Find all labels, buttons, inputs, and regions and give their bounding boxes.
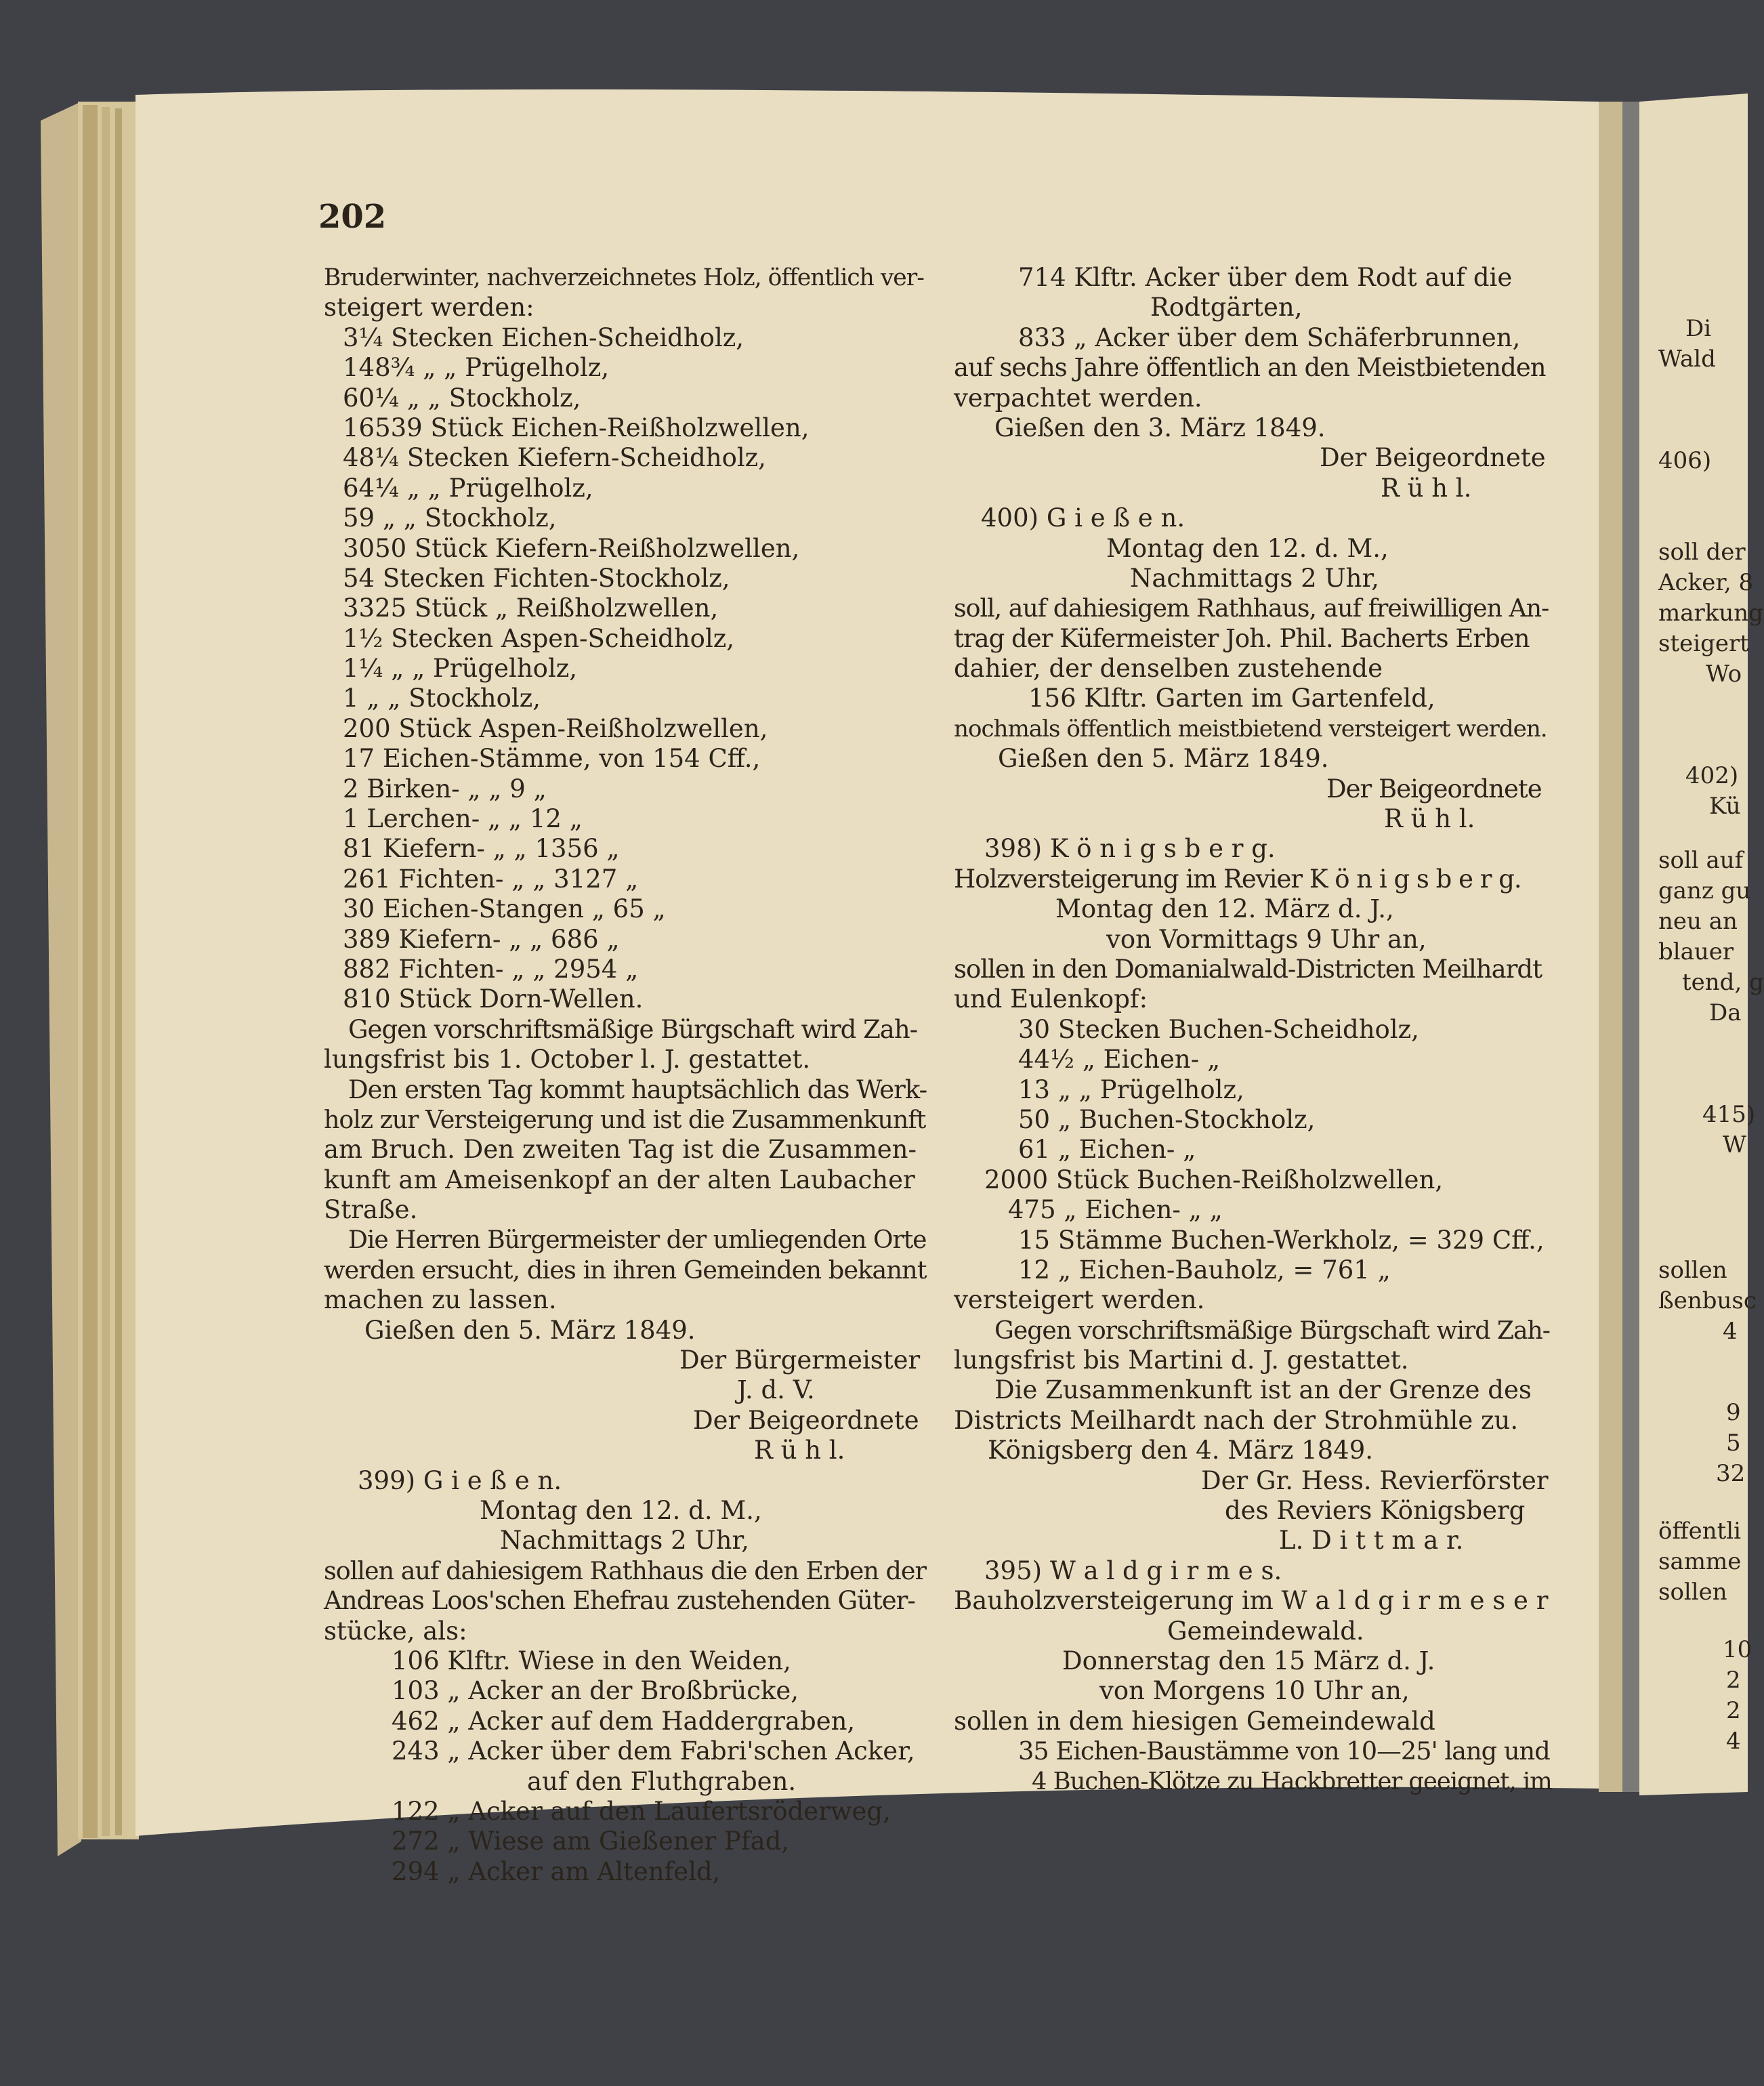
- text-line: auf sechs Jahre öffentlich an den Meistbietenden: [954, 353, 1546, 383]
- page-number: 202: [318, 198, 387, 236]
- signature-line: des Reviers Königsberg: [1225, 1496, 1526, 1526]
- text-line: Gegen vorschriftsmäßige Bürgschaft wird Zah-: [348, 1014, 918, 1044]
- inventory-line: 30 Stecken Buchen-Scheidholz,: [1018, 1014, 1419, 1044]
- parcel-line: 294 „ Acker am Altenfeld,: [392, 1856, 721, 1886]
- signature-line: Der Beigeordnete: [1320, 443, 1546, 473]
- date-line: Gießen den 5. März 1849.: [364, 1315, 696, 1345]
- text-line: Districts Meilhardt nach der Strohmühle zu.: [954, 1405, 1519, 1435]
- edge-fragment: sollen: [1658, 1257, 1727, 1284]
- text-line: holz zur Versteigerung und ist die Zusammenkunft: [324, 1104, 926, 1134]
- notice-subheading: Gemeindewald.: [1167, 1616, 1364, 1646]
- edge-fragment: 406): [1658, 447, 1712, 474]
- edge-fragment: Da: [1709, 999, 1742, 1026]
- text-line: sollen auf dahiesigem Rathhaus die den Erben der: [324, 1556, 926, 1585]
- edge-fragment: 9: [1726, 1399, 1741, 1426]
- inventory-line: 475 „ Eichen- „ „: [1008, 1195, 1223, 1225]
- inventory-line: 882 Fichten- „ „ 2954 „: [343, 954, 639, 984]
- date-line: Gießen den 5. März 1849.: [998, 744, 1329, 774]
- parcel-line: 156 Klftr. Garten im Gartenfeld,: [1028, 684, 1435, 713]
- inventory-line: 148¾ „ „ Prügelholz,: [343, 353, 610, 383]
- edge-fragment: tend, g: [1682, 969, 1764, 996]
- text-line: werden ersucht, dies in ihren Gemeinden bekannt: [324, 1255, 927, 1285]
- edge-fragment: markung: [1658, 600, 1763, 627]
- signature-line: J. d. V.: [737, 1375, 815, 1405]
- facing-page-edge: [1658, 291, 1764, 1755]
- signature-line: Der Bürgermeister: [679, 1346, 921, 1375]
- inventory-line: 3¼ Stecken Eichen-Scheidholz,: [343, 322, 744, 352]
- inventory-line: 1 Lerchen- „ „ 12 „: [343, 804, 583, 834]
- edge-fragment: W: [1723, 1131, 1746, 1159]
- signature-line: L. D i t t m a r.: [1279, 1526, 1464, 1556]
- inventory-line: 64¼ „ „ Prügelholz,: [343, 473, 593, 503]
- inventory-line: 1¼ „ „ Prügelholz,: [343, 654, 578, 684]
- text-line: Donnerstag den 15 März d. J.: [1062, 1646, 1435, 1675]
- text-line: verpachtet werden.: [954, 383, 1202, 413]
- parcel-line: auf den Fluthgraben.: [527, 1766, 797, 1796]
- edge-fragment: 4: [1726, 1728, 1741, 1755]
- parcel-line: 272 „ Wiese am Gießener Pfad,: [392, 1827, 790, 1856]
- notice-heading: 400) G i e ß e n.: [981, 503, 1185, 533]
- inventory-line: 16539 Stück Eichen-Reißholzwellen,: [343, 413, 810, 442]
- edge-fragment: steigert: [1658, 630, 1749, 657]
- edge-fragment: ganz gu: [1658, 877, 1751, 904]
- text-line: Montag den 12. d. M.,: [480, 1496, 762, 1526]
- text-line: stücke, als:: [324, 1616, 467, 1646]
- inventory-line: 1 „ „ Stockholz,: [343, 684, 541, 713]
- edge-fragment: 2: [1726, 1697, 1741, 1724]
- inventory-line: 389 Kiefern- „ „ 686 „: [343, 924, 620, 954]
- signature-line: R ü h l.: [1384, 804, 1475, 834]
- parcel-line: Rodtgärten,: [1150, 293, 1303, 322]
- text-line: Die Herren Bürgermeister der umliegenden Orte: [348, 1226, 927, 1254]
- date-line: Gießen den 3. März 1849.: [994, 413, 1326, 442]
- edge-fragment: 415): [1702, 1101, 1756, 1128]
- inventory-line: 3050 Stück Kiefern-Reißholzwellen,: [343, 533, 800, 563]
- inventory-line: 2000 Stück Buchen-Reißholzwellen,: [984, 1165, 1444, 1194]
- inventory-line: 61 „ Eichen- „: [1018, 1135, 1196, 1165]
- text-line: soll, auf dahiesigem Rathhaus, auf freiwilligen An-: [954, 593, 1549, 623]
- inventory-line: 30 Eichen-Stangen „ 65 „: [343, 894, 666, 924]
- inventory-line: 44½ „ Eichen- „: [1018, 1045, 1221, 1075]
- inventory-line: 60¼ „ „ Stockholz,: [343, 383, 581, 413]
- signature-line: R ü h l.: [754, 1436, 845, 1465]
- parcel-line: 103 „ Acker an der Broßbrücke,: [392, 1676, 799, 1706]
- notice-heading: 399) G i e ß e n.: [358, 1465, 562, 1495]
- text-line: von Morgens 10 Uhr an,: [1099, 1676, 1410, 1706]
- text-line: Den ersten Tag kommt hauptsächlich das Werk-: [348, 1075, 927, 1104]
- inventory-line: 3325 Stück „ Reißholzwellen,: [343, 593, 719, 623]
- parcel-line: 462 „ Acker auf dem Haddergraben,: [392, 1706, 856, 1736]
- text-line: lungsfrist bis Martini d. J. gestattet.: [954, 1346, 1409, 1375]
- edge-fragment: blauer: [1658, 938, 1734, 965]
- parcel-line: 122 „ Acker auf den Laufertsröderweg,: [392, 1796, 891, 1826]
- inventory-line: 12 „ Eichen-Bauholz, = 761 „: [1018, 1255, 1391, 1285]
- signature-line: Der Gr. Hess. Revierförster: [1201, 1465, 1549, 1495]
- inventory-line: 54 Stecken Fichten-Stockholz,: [343, 563, 730, 593]
- text-line: machen zu lassen.: [324, 1285, 557, 1315]
- edge-fragment: Acker, 8: [1658, 569, 1754, 596]
- edge-fragment: Wo: [1706, 661, 1742, 688]
- edge-fragment: Di: [1685, 315, 1712, 342]
- notice-heading: 398) K ö n i g s b e r g.: [984, 834, 1276, 864]
- inventory-line: 17 Eichen-Stämme, von 154 Cff.,: [343, 744, 761, 774]
- edge-fragment: 10: [1723, 1636, 1752, 1663]
- text-line: Montag den 12. d. M.,: [1106, 533, 1389, 563]
- notice-subheading: Bauholzversteigerung im W a l d g i r m e s e r: [954, 1586, 1549, 1616]
- signature-line: Der Beigeordnete: [693, 1405, 919, 1435]
- inventory-line: 13 „ „ Prügelholz,: [1018, 1075, 1244, 1104]
- edge-fragment: 32: [1716, 1460, 1746, 1487]
- inventory-line: 2 Birken- „ „ 9 „: [343, 774, 547, 804]
- notice-heading: 395) W a l d g i r m e s.: [984, 1556, 1282, 1585]
- signature-line: Der Beigeordnete: [1326, 774, 1542, 804]
- text-line: Straße.: [324, 1195, 418, 1225]
- text-line: und Eulenkopf:: [954, 984, 1148, 1014]
- text-line: nochmals öffentlich meistbietend versteigert werden.: [954, 715, 1547, 743]
- right-column: [954, 263, 1550, 1797]
- edge-fragment: sollen: [1658, 1579, 1727, 1606]
- parcel-line: 714 Klftr. Acker über dem Rodt auf die: [1018, 263, 1513, 292]
- edge-fragment: 5: [1726, 1430, 1741, 1457]
- edge-fragment: öffentli: [1658, 1518, 1742, 1545]
- text-line: von Vormittags 9 Uhr an,: [1106, 924, 1427, 954]
- text-line: Nachmittags 2 Uhr,: [1130, 563, 1379, 593]
- edge-fragment: soll der: [1658, 539, 1746, 566]
- inventory-line: 48¼ Stecken Kiefern-Scheidholz,: [343, 443, 766, 473]
- edge-fragment: 2: [1726, 1667, 1741, 1694]
- text-line: trag der Küfermeister Joh. Phil. Bacherts Erben: [954, 623, 1530, 653]
- text-line: lungsfrist bis 1. October l. J. gestattet.: [324, 1045, 811, 1075]
- text-line: dahier, der denselben zustehende: [954, 654, 1383, 684]
- text-line: Bruderwinter, nachverzeichnetes Holz, öffentlich ver-: [324, 264, 924, 291]
- signature-line: R ü h l.: [1381, 473, 1472, 503]
- text-line: am Bruch. Den zweiten Tag ist die Zusammen-: [324, 1135, 917, 1165]
- left-column: [324, 263, 927, 1887]
- edge-fragment: Kü: [1709, 793, 1741, 820]
- date-line: Königsberg den 4. März 1849.: [988, 1436, 1374, 1465]
- inventory-line: 810 Stück Dorn-Wellen.: [343, 984, 644, 1014]
- text-line: Nachmittags 2 Uhr,: [500, 1526, 749, 1556]
- edge-fragment: soll auf: [1658, 847, 1744, 874]
- edge-fragment: samme: [1658, 1548, 1742, 1575]
- text-line: Andreas Loos'schen Ehefrau zustehenden Güter-: [324, 1586, 915, 1616]
- inventory-line: 50 „ Buchen-Stockholz,: [1018, 1104, 1316, 1134]
- inventory-line: 15 Stämme Buchen-Werkholz, = 329 Cff.,: [1018, 1225, 1545, 1255]
- inventory-line: 200 Stück Aspen-Reißholzwellen,: [343, 713, 768, 743]
- edge-fragment: Wald: [1658, 346, 1716, 373]
- edge-fragment: 402): [1685, 762, 1739, 789]
- text-line: sollen in den Domanialwald-Districten Meilhardt: [954, 954, 1542, 984]
- edge-fragment: ßenbusc: [1658, 1287, 1757, 1314]
- edge-fragment: 4: [1723, 1318, 1738, 1345]
- text-line: Gegen vorschriftsmäßige Bürgschaft wird Zah-: [994, 1315, 1551, 1345]
- notice-subheading: Holzversteigerung im Revier K ö n i g s b e r g.: [954, 864, 1521, 894]
- text-line: versteigert werden.: [954, 1285, 1205, 1315]
- parcel-line: 833 „ Acker über dem Schäferbrunnen,: [1018, 322, 1521, 352]
- text-line: Die Zusammenkunft ist an der Grenze des: [994, 1375, 1532, 1405]
- edge-fragment: neu an: [1658, 908, 1738, 935]
- parcel-line: 106 Klftr. Wiese in den Weiden,: [392, 1646, 791, 1675]
- text-line: 35 Eichen-Baustämme von 10—25' lang und: [1018, 1736, 1550, 1766]
- text-line: sollen in dem hiesigen Gemeindewald: [954, 1706, 1435, 1736]
- inventory-line: 1½ Stecken Aspen-Scheidholz,: [343, 623, 735, 653]
- text-line: 4 Buchen-Klötze zu Hackbretter geeignet, im: [1032, 1767, 1552, 1795]
- inventory-line: 261 Fichten- „ „ 3127 „: [343, 864, 639, 894]
- inventory-line: 59 „ „ Stockholz,: [343, 503, 557, 533]
- text-line: kunft am Ameisenkopf an der alten Laubacher: [324, 1165, 915, 1194]
- parcel-line: 243 „ Acker über dem Fabri'schen Acker,: [392, 1736, 915, 1766]
- inventory-line: 81 Kiefern- „ „ 1356 „: [343, 834, 620, 864]
- text-line: steigert werden:: [324, 293, 534, 322]
- text-line: Montag den 12. März d. J.,: [1055, 894, 1394, 924]
